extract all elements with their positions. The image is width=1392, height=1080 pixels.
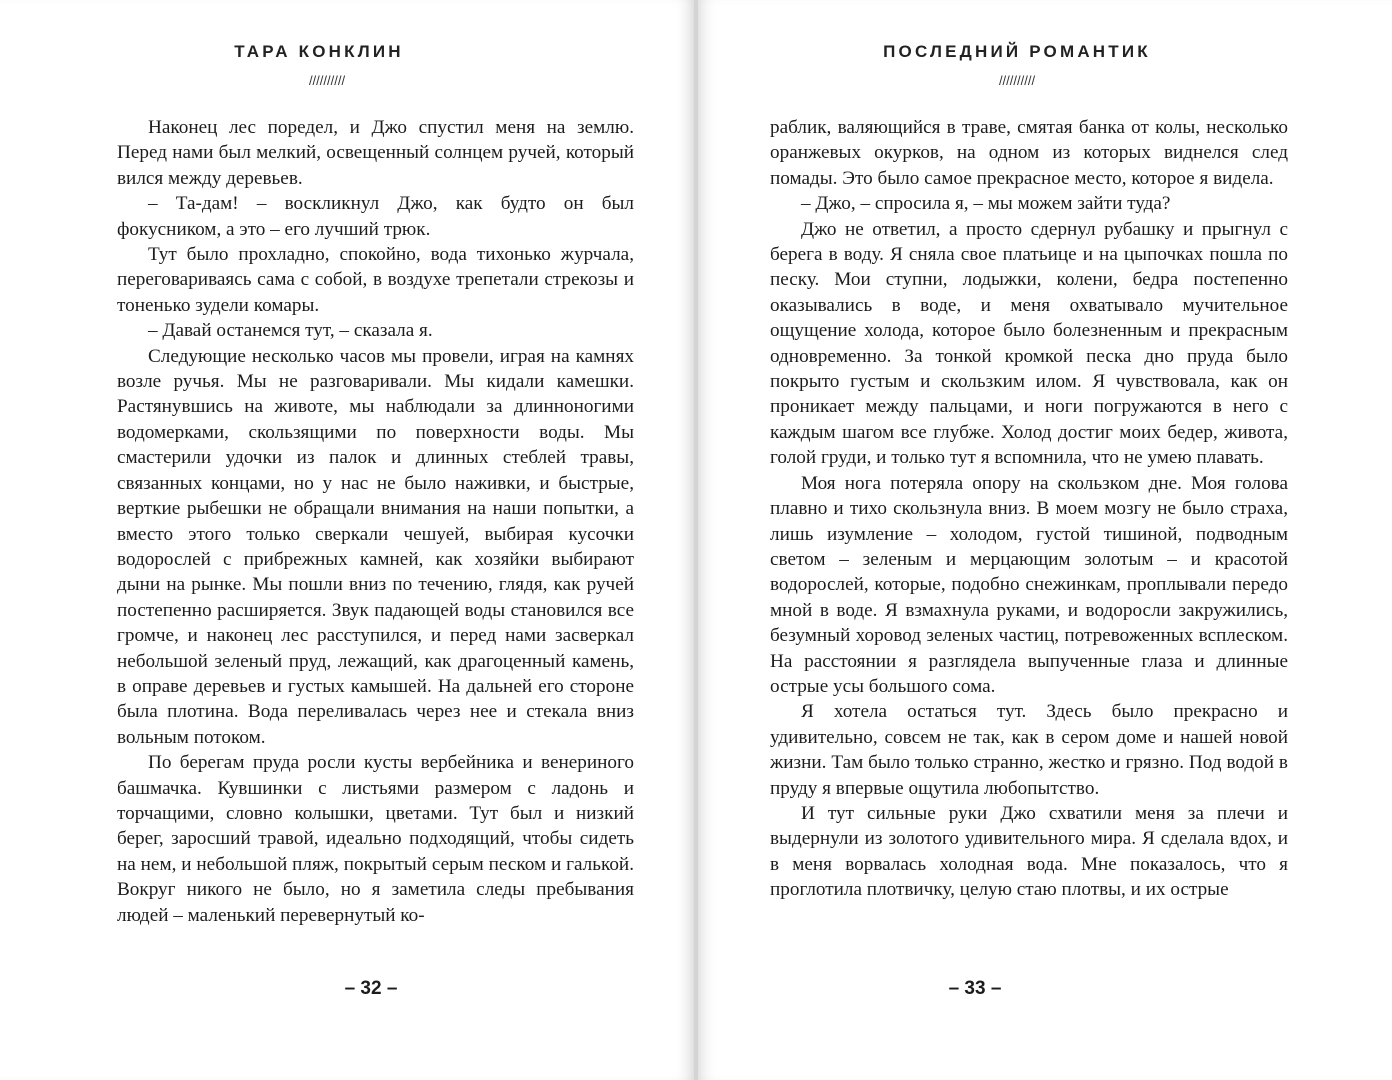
running-header-author: ТАРА КОНКЛИН [234,42,404,61]
page-number: – 32 – [344,978,398,999]
paragraph: – Джо, – спросила я, – мы можем зайти туда? [801,193,1171,215]
paragraph: раблик, валяющийся в траве, смятая банка от колы, несколько оранжевых окурков, на одном из которых виднелся след помады. Это было самое прекрасное место, которое я видела. [770,117,1288,189]
paragraph: Следующие несколько часов мы провели, играя на камнях возле ручья. Мы не разговаривали. Мы кидали камешки. Растянувшись на животе, мы наблюдали за длинноногими водомерками, скользящими по поверхности воды. Мы смастерили удочки из палок и длинных стеблей травы, связанных концами, но у нас не было наживки, и быстрые, верткие рыбешки не обращали внимания на наши попытки, а вместо этого только сверкали чешуей, выбирая кусочки водорослей с прибрежных камней, как хозяйки выбирают дыни на рынке. Мы пошли вниз по течению, глядя, как ручей постепенно расширяется. Звук падающей воды становился все громче, и наконец лес расступился, и перед нами засверкал небольшой зеленый пруд, лежащий, как драгоценный камень, в оправе деревьев и густых камышей. На дальней его стороне была плотина. Вода переливалась через нее и стекала вниз вольным потоком. [117,345,634,748]
paragraph: Моя нога потеряла опору на скользком дне. Моя голова плавно и тихо скользнула вниз. В моем мозгу не было страха, лишь изумление – холодом, густой тишиной, подводным светом – зеленым и мерцающим золотым – и красотой водорослей, которые, подобно снежинкам, проплывали передо мной в воде. Я взмахнула руками, и водоросли закружились, безумный хоровод зеленых частиц, потревоженных всплеском. На расстоянии я разглядела выпученные глаза и длинные острые усы большого сома. [770,472,1288,697]
paragraph: Тут было прохладно, спокойно, вода тихонько журчала, переговариваясь сама с собой, в воздухе трепетали стрекозы и тоненько зудели комары. [117,244,634,316]
running-header-title: ПОСЛЕДНИЙ РОМАНТИК [883,42,1151,61]
left-page-body [117,115,634,928]
paragraph: И тут сильные руки Джо схватили меня за плечи и выдернули из золотого удивительного мира. Я сделала вдох, и в меня ворвалась холодная вода. Мне показалось, что я проглотила плотвичку, целую стаю плотвы, и их острые [770,802,1288,901]
paragraph: Джо не ответил, а просто сдернул рубашку и прыгнул с берега в воду. Я сняла свое платьице и на цыпочках пошла по песку. Мои ступни, лодыжки, колени, бедра постепенно оказывались в воде, и меня охватывало мучительное ощущение холода, которое было болезненным и прекрасным одновременно. За тонкой кромкой песка дно пруда было покрыто густым и скользким илом. Я чувствовала, как он проникает между пальцами, и ноги погружаются в него с каждым шагом все глубже. Холод достиг моих бедер, живота, голой груди, и только тут я вспомнила, что не умею плавать. [770,218,1288,469]
right-page [698,0,1392,1080]
paragraph: – Давай останемся тут, – сказала я. [148,320,433,342]
paragraph: Я хотела остаться тут. Здесь было прекрасно и удивительно, совсем не так, как в сером доме и нашей новой жизни. Там было только странно, жестко и грязно. Под водой в пруду я впервые ощутила любопытство. [770,701,1288,799]
header-ornament: ////////// [308,73,346,88]
page-number: – 33 – [948,978,1002,999]
paragraph: – Та-дам! – воскликнул Джо, как будто он был фокусником, а это – его лучший трюк. [117,193,634,240]
paragraph: Наконец лес поредел, и Джо спустил меня на землю. Перед нами был мелкий, освещенный солнцем ручей, который вился между деревьев. [117,117,634,189]
right-page-body [770,115,1288,903]
left-page [0,0,694,1080]
header-ornament: ////////// [998,73,1036,88]
paragraph: По берегам пруда росли кусты вербейника и венериного башмачка. Кувшинки с листьями размером с ладонь и торчащими, словно колышки, цветами. Тут был и низкий берег, заросший травой, идеально подходящий, чтобы сидеть на нем, и небольшой пляж, покрытый серым песком и галькой. Вокруг никого не было, но я заметила следы пребывания людей – маленький перевернутый ко- [117,752,634,926]
